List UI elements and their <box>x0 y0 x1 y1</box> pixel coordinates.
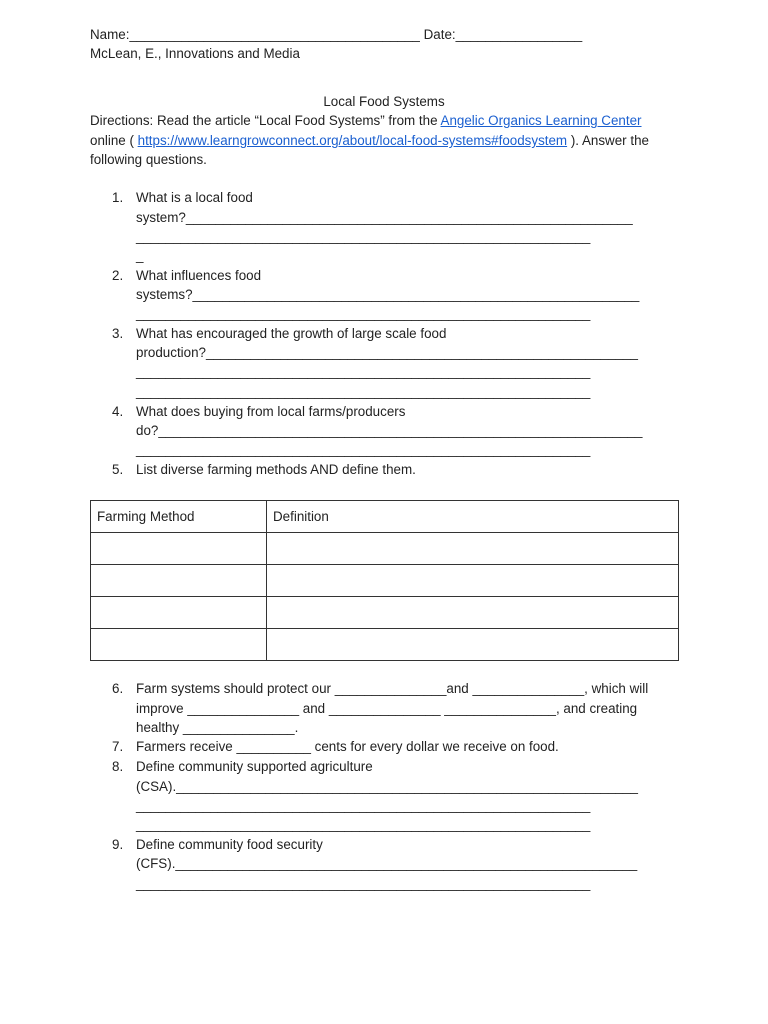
table-cell-definition[interactable] <box>267 597 679 629</box>
question-number: 6. <box>112 681 124 696</box>
answer-line[interactable]: _____________________________________________________________ <box>136 817 591 832</box>
fill-in-line[interactable]: healthy _______________. <box>136 720 299 735</box>
page-title: Local Food Systems <box>323 94 445 109</box>
farming-method-table <box>90 500 679 661</box>
table-cell-definition[interactable] <box>267 533 679 565</box>
name-date-line: Name:_______________________________________ Date:_________________ <box>90 27 583 42</box>
directions-line-1 <box>90 113 642 129</box>
question-number: 5. <box>112 462 124 477</box>
answer-line[interactable]: (CSA).______________________________________________________________ <box>136 779 638 794</box>
answer-line[interactable]: systems?____________________________________________________________ <box>136 287 640 302</box>
directions-online-text: online ( <box>90 133 138 148</box>
fill-in-line[interactable]: Farm systems should protect our _______________and _______________, which will <box>136 681 649 696</box>
answer-line[interactable]: _____________________________________________________________ <box>136 442 591 457</box>
answer-line[interactable]: (CFS).______________________________________________________________ <box>136 856 638 871</box>
question-number: 2. <box>112 268 124 283</box>
question-number: 9. <box>112 837 124 852</box>
directions-answer-text: ). Answer the <box>567 133 649 148</box>
question-number: 3. <box>112 326 124 341</box>
answer-line[interactable]: _____________________________________________________________ <box>136 229 591 244</box>
fill-in-line[interactable]: improve _______________ and _______________ _______________, and creating <box>136 701 638 716</box>
table-cell-method[interactable] <box>91 565 267 597</box>
table-header-definition: Definition <box>267 501 679 533</box>
answer-line[interactable]: system?____________________________________________________________ <box>136 210 633 225</box>
question-line: Define community supported agriculture <box>136 759 373 774</box>
table-header-row <box>91 501 679 533</box>
fill-in-line[interactable]: Farmers receive __________ cents for every dollar we receive on food. <box>136 739 559 754</box>
table-row <box>91 597 679 629</box>
question-number: 7. <box>112 739 124 754</box>
question-line: List diverse farming methods AND define them. <box>136 462 416 477</box>
answer-line[interactable]: production?__________________________________________________________ <box>136 345 638 360</box>
table-cell-definition[interactable] <box>267 565 679 597</box>
question-line: What has encouraged the growth of large scale food <box>136 326 447 341</box>
author-line: McLean, E., Innovations and Media <box>90 46 300 61</box>
answer-line[interactable]: _ <box>136 248 144 263</box>
table-row <box>91 533 679 565</box>
question-number: 4. <box>112 404 124 419</box>
directions-line-2 <box>90 133 649 149</box>
question-number: 1. <box>112 190 124 205</box>
answer-line[interactable]: do?_________________________________________________________________ <box>136 423 643 438</box>
answer-line[interactable]: _____________________________________________________________ <box>136 384 591 399</box>
question-line: What influences food <box>136 268 262 283</box>
question-line: What is a local food <box>136 190 253 205</box>
table-header-farming-method: Farming Method <box>91 501 267 533</box>
directions-text: Directions: Read the article “Local Food Systems” from the <box>90 113 441 128</box>
table-row <box>91 565 679 597</box>
question-line: What does buying from local farms/producers <box>136 404 406 419</box>
table-cell-definition[interactable] <box>267 629 679 661</box>
article-url-link[interactable]: https://www.learngrowconnect.org/about/local-food-systems#foodsystem <box>137 133 568 148</box>
question-line: Define community food security <box>136 837 323 852</box>
org-link[interactable]: Angelic Organics Learning Center <box>440 113 642 128</box>
answer-line[interactable]: _____________________________________________________________ <box>136 798 591 813</box>
table-cell-method[interactable] <box>91 597 267 629</box>
question-number: 8. <box>112 759 124 774</box>
answer-line[interactable]: _____________________________________________________________ <box>136 364 591 379</box>
answer-line[interactable]: _____________________________________________________________ <box>136 306 591 321</box>
table-row <box>91 629 679 661</box>
table-cell-method[interactable] <box>91 629 267 661</box>
table-cell-method[interactable] <box>91 533 267 565</box>
answer-line[interactable]: _____________________________________________________________ <box>136 876 591 891</box>
directions-line-3: following questions. <box>90 152 207 167</box>
